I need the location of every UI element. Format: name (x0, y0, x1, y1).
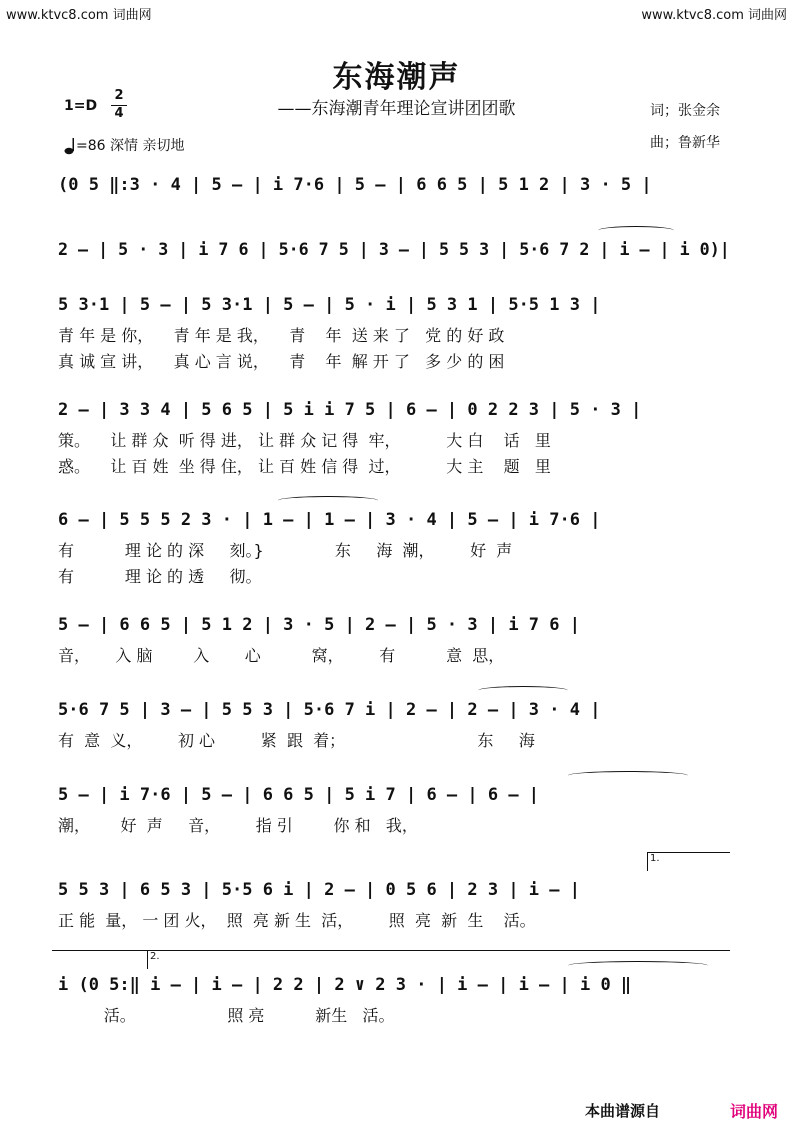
quarter-note-icon (64, 137, 76, 155)
tie (568, 961, 708, 970)
tie (568, 771, 688, 780)
notation-line: 5·6 7 5 | 3 – | 5 5 3 | 5·6 7 i | 2 – | 2 – | 3 · 4 | (58, 700, 601, 720)
site-watermark-left: www.ktvc8.com 词曲网 (6, 8, 152, 23)
lyric-verse-1: 潮， 好 声 音， 指 引 你 和 我， (58, 816, 418, 835)
notation-line: 2 – | 5 · 3 | i 7 6 | 5·6 7 5 | 3 – | 5 5 3 | 5·6 7 2 | i – | i 0)| (58, 240, 730, 260)
song-title: 东海潮声 (332, 60, 461, 95)
first-ending-bracket: 1. (647, 852, 730, 871)
ending-line (52, 950, 147, 951)
key-signature: 1=D (64, 98, 98, 114)
lyric-verse-1: 有 意 义， 初 心 紧 跟 着； 东 海 (58, 731, 535, 750)
time-signature-bottom: 4 (114, 106, 124, 121)
site-logo: 词曲网 (730, 1102, 779, 1121)
tie (278, 496, 378, 505)
tempo-text: =86 深情 亲切地 (76, 138, 185, 154)
tempo-marking (64, 135, 184, 155)
notation-line: 5 – | i 7·6 | 5 – | 6 6 5 | 5 i 7 | 6 – | 6 – | (58, 785, 540, 805)
notation-line: i (0 5:‖ i – | i – | 2 2 | 2 ∨ 2 3 · | i – | i – | i 0 ‖ (58, 975, 632, 995)
site-watermark-right: www.ktvc8.com 词曲网 (641, 8, 787, 23)
time-signature-top: 2 (114, 88, 124, 103)
lyricist-credit: 词；张金余 (650, 103, 720, 119)
composer-credit: 曲；鲁新华 (650, 135, 720, 151)
source-note: 本曲谱源自 (585, 1102, 661, 1120)
lyric-verse-2: 有 理 论 的 透 彻。 (58, 567, 262, 586)
tie (478, 686, 568, 695)
slur (598, 226, 674, 235)
lyric-verse-1: 有 理 论 的 深 刻。} 东 海 潮， 好 声 (58, 541, 513, 560)
lyric-verse-1: 正 能 量， 一 团 火， 照 亮 新 生 活， 照 亮 新 生 活。 (58, 911, 536, 930)
lyric-verse-1: 策。 让 群 众 听 得 进， 让 群 众 记 得 牢， 大 白 话 里 (58, 431, 551, 450)
notation-line: 6 – | 5 5 5 2 3 · | 1 – | 1 – | 3 · 4 | 5 – | i 7·6 | (58, 510, 601, 530)
notation-line: 5 5 3 | 6 5 3 | 5·5 6 i | 2 – | 0 5 6 | 2 3 | i – | (58, 880, 580, 900)
notation-line: 5 3·1 | 5 – | 5 3·1 | 5 – | 5 · i | 5 3 1 | 5·5 1 3 | (58, 295, 601, 315)
second-ending-bracket: 2. (147, 950, 730, 969)
notation-line: 2 – | 3 3 4 | 5 6 5 | 5 i i 7 5 | 6 – | 0 2 2 3 | 5 · 3 | (58, 400, 642, 420)
lyric-verse-1: 活。 照 亮 新生 活。 (58, 1006, 395, 1025)
lyric-verse-1: 音， 入 脑 入 心 窝， 有 意 思， (58, 646, 505, 665)
lyric-verse-1: 青 年 是 你， 青 年 是 我， 青 年 送 来 了 党 的 好 政 (58, 326, 505, 345)
song-subtitle: ——东海潮青年理论宣讲团团歌 (277, 99, 516, 119)
notation-line: (0 5 ‖:3 · 4 | 5 – | i 7·6 | 5 – | 6 6 5 | 5 1 2 | 3 · 5 | (58, 175, 652, 195)
notation-line: 5 – | 6 6 5 | 5 1 2 | 3 · 5 | 2 – | 5 · 3 | i 7 6 | (58, 615, 580, 635)
lyric-verse-2: 真 诚 宣 讲， 真 心 言 说， 青 年 解 开 了 多 少 的 困 (58, 352, 505, 371)
lyric-verse-2: 惑。 让 百 姓 坐 得 住， 让 百 姓 信 得 过， 大 主 题 里 (58, 457, 551, 476)
